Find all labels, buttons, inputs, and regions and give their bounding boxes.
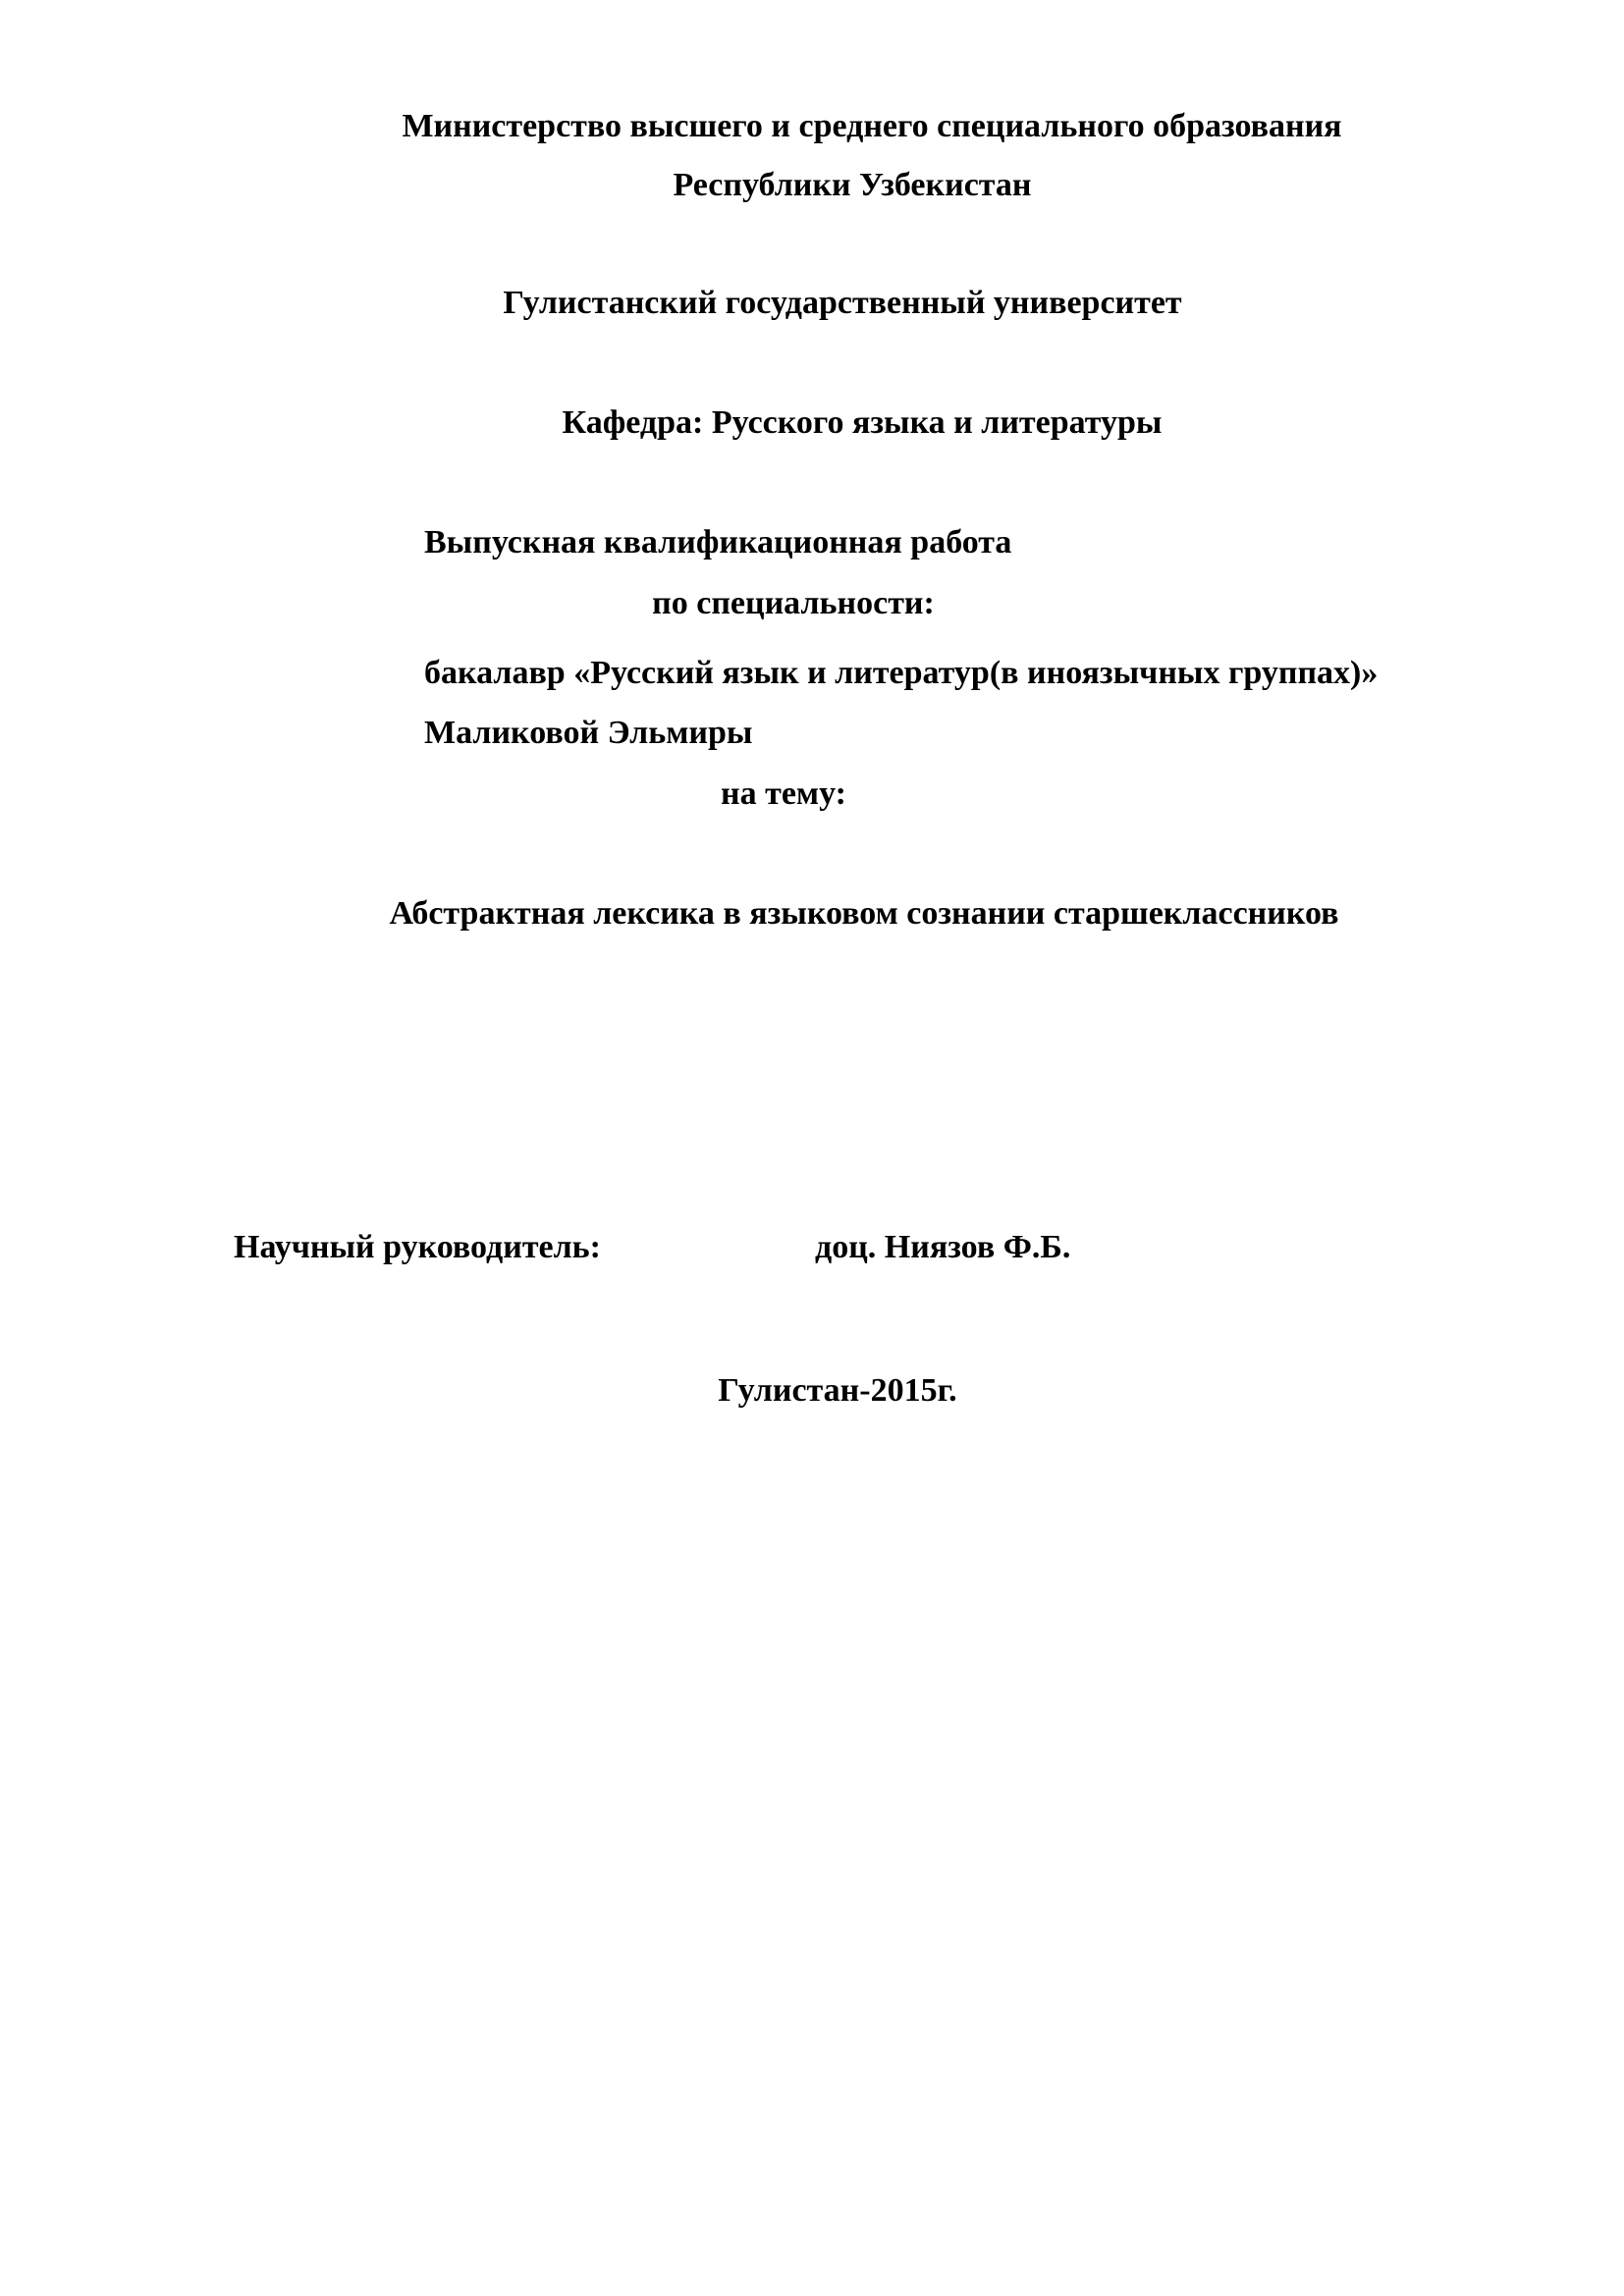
place-and-year: Гулистан-2015г. [718,1371,957,1409]
work-title: Абстрактная лексика в языковом сознании старшеклассников [389,894,1339,932]
work-kind: Выпускная квалификационная работа [424,524,1012,561]
topic-label: на тему: [721,774,846,812]
specialty-value: бакалавр «Русский язык и литератур(в иноязычных группах)» [424,655,1379,691]
ministry-line-2: Республики Узбекистан [673,167,1032,203]
page-content [234,0,1510,1408]
advisor-label: Научный руководитель: [234,1228,601,1265]
advisor-row [234,1228,1510,1265]
department-name: Кафедра: Русского языка и литературы [562,404,1163,441]
ministry-block [234,110,1510,202]
advisor-name: доц. Ниязов Ф.Б. [815,1228,1071,1265]
university-name: Гулистанский государственный университет [503,285,1182,321]
ministry-line-1: Министерство высшего и среднего специального образования [402,108,1342,144]
specialty-label: по специальности: [652,585,935,621]
author-name: Маликовой Эльмиры [424,714,753,751]
